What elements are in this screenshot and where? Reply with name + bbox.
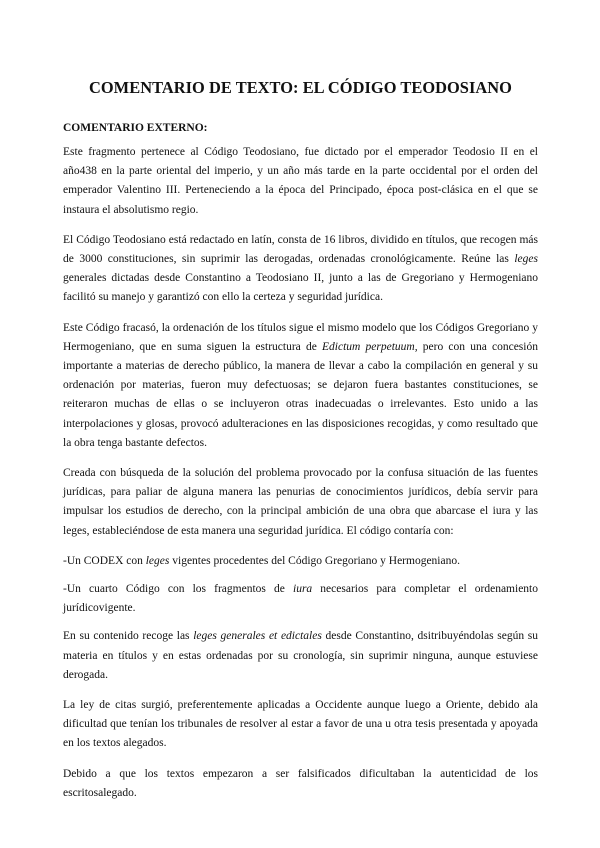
paragraph-5-emphasis: leges bbox=[145, 554, 170, 567]
paragraph-2-text-a: El Código Teodosiano está redactado en latín, consta de 16 libros, dividido en títulos, que recogen más de 3000 constituciones, sin suprimir las derogadas, ordenadas cronológicamente. Reúne las bbox=[63, 233, 538, 266]
paragraph-3 bbox=[63, 319, 538, 453]
paragraph-8: La ley de citas surgió, preferentemente aplicadas a Occidente aunque luego a Oriente, debido ala dificultad que tenían los tribunales de resolver al estar a favor de una u otra tesis presentada y apoyada en los textos alegados. bbox=[63, 699, 538, 750]
paragraph-2-text-b: generales dictadas desde Constantino a Teodosiano II, junto a las de Gregoriano y Hermogeniano facilitó su manejo y garantizó con ello la certeza y seguridad jurídica. bbox=[63, 272, 538, 304]
paragraph-7-text-a: En su contenido recoge las bbox=[63, 630, 194, 643]
paragraph-5-text-a: -Un CODEX con bbox=[63, 554, 146, 567]
paragraph-3-text-a: Este Código fracasó, la ordenación de los títulos sigue el mismo modelo que los Códigos Gregoriano y Hermogeniano, que en suma siguen la estructura de bbox=[63, 321, 538, 353]
paragraph-6 bbox=[63, 580, 538, 618]
paragraph-9: Debido a que los textos empezaron a ser falsificados dificultaban la autenticidad de los escritosalegado. bbox=[63, 767, 538, 799]
document-title: COMENTARIO DE TEXTO: EL CÓDIGO TEODOSIANO bbox=[89, 78, 512, 97]
paragraph-5-text-b: vigentes procedentes del Código Gregoriano y Hermogeniano. bbox=[169, 554, 460, 567]
paragraph-7-emphasis: leges generales et edictales bbox=[193, 630, 322, 643]
paragraph-4: Creada con búsqueda de la solución del problema provocado por la confusa situación de las fuentes jurídicas, para paliar de alguna manera las penurias de conocimientos jurídicos, debía servir para impulsar los estudios de derecho, con la principal ambición de una obra que abarcase el iura y las leges, estableciéndose de esta manera una seguridad jurídica. El código contaría con: bbox=[63, 467, 538, 537]
document-page bbox=[63, 78, 538, 814]
paragraph-6-emphasis: iura bbox=[293, 583, 313, 596]
paragraph-7-text-b: desde Constantino, dsitribuyéndolas según su materia en títulos y en estas ordenadas por su cronología, sin suprimir ninguna, aunque estuviese derogada. bbox=[63, 630, 539, 681]
paragraph-2 bbox=[63, 231, 538, 308]
paragraph-6-text-a: -Un cuarto Código con los fragmentos de bbox=[63, 583, 293, 596]
paragraph-2-emphasis: leges bbox=[514, 253, 538, 266]
paragraph-6-text-b: necesarios para completar el ordenamiento jurídicovigente. bbox=[63, 583, 538, 615]
section-heading: COMENTARIO EXTERNO: bbox=[63, 122, 208, 134]
paragraph-3-emphasis: Edictum perpetuum, bbox=[322, 340, 418, 353]
paragraph-1: Este fragmento pertenece al Código Teodosiano, fue dictado por el emperador Teodosio II en el año438 en la parte oriental del imperio, y un año más tarde en la parte occidental por el orden del emperador Valentino III. Perteneciendo a la época del Principado, época post-clásica en el que se instaura el absolutismo regio. bbox=[63, 146, 538, 216]
paragraph-3-text-b: pero con una concesión importante a materias de derecho público, la manera de llevar a cabo la compilación en general y su ordenación por materias, fueron muy defectuosas; se dejaron fuera bastantes constituciones, se reiteraron muchas de ellas o se incluyeron otras inadecuadas o irrelevantes. Esto unido a las interpolaciones y glosas, provocó adulteraciones en las disposiciones recogidas, y como resultado que la obra tenga bastante defectos. bbox=[63, 340, 538, 449]
paragraph-7 bbox=[63, 627, 538, 685]
paragraph-5 bbox=[63, 552, 538, 571]
